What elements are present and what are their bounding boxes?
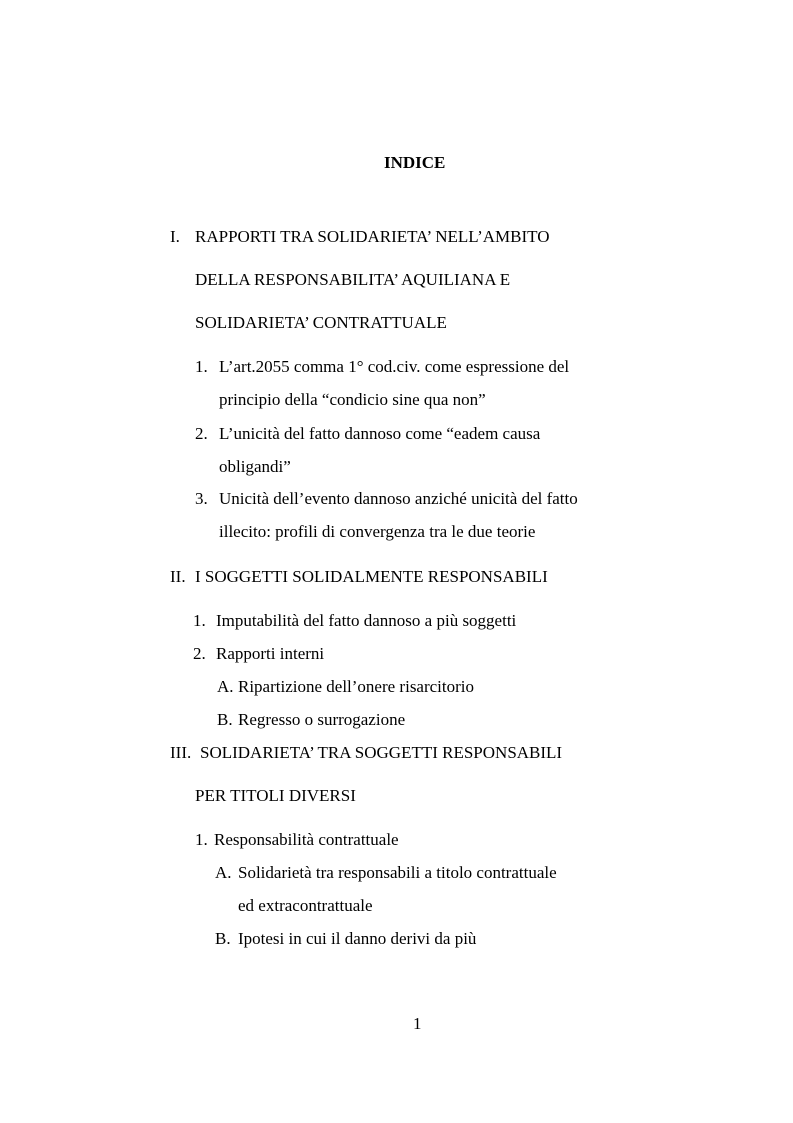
subitem-text: Regresso o surrogazione (238, 710, 406, 729)
item-line: Rapporti interni (216, 644, 325, 663)
item-line: Unicità dell’evento dannoso anziché unicità del fatto (219, 489, 578, 508)
section-heading-line: I SOGGETTI SOLIDALMENTE RESPONSABILI (195, 567, 548, 586)
subitem-text: Ripartizione dell’onere risarcitorio (238, 677, 475, 696)
item-number: 1. (195, 357, 208, 376)
subitem-continuation: ed extracontrattuale (238, 896, 373, 915)
subitem-letter: A. (217, 677, 234, 696)
item-line: L’unicità del fatto dannoso come “eadem causa (219, 424, 541, 443)
item-line: Responsabilità contrattuale (214, 830, 399, 849)
item-line: principio della “condicio sine qua non” (219, 390, 486, 409)
item-line: L’art.2055 comma 1° cod.civ. come espressione del (219, 357, 570, 376)
subitem-letter: B. (215, 929, 231, 948)
item-number: 1. (195, 830, 208, 849)
item-line: illecito: profili di convergenza tra le due teorie (219, 522, 536, 541)
section-heading-line: SOLIDARIETA’ CONTRATTUALE (195, 313, 447, 332)
subitem-text: Solidarietà tra responsabili a titolo contrattuale (238, 863, 557, 882)
item-line: Imputabilità del fatto dannoso a più soggetti (216, 611, 517, 630)
section-heading-line: RAPPORTI TRA SOLIDARIETA’ NELL’AMBITO (195, 227, 550, 246)
section-heading-line: SOLIDARIETA’ TRA SOGGETTI RESPONSABILI (200, 743, 563, 762)
item-number: 2. (195, 424, 208, 443)
subitem-letter: A. (215, 863, 232, 882)
section-numeral: II. (170, 567, 186, 586)
section-heading-line: DELLA RESPONSABILITA’ AQUILIANA E (195, 270, 511, 289)
item-number: 1. (193, 611, 206, 630)
page-number: 1 (413, 1014, 422, 1033)
section-heading-line: PER TITOLI DIVERSI (195, 786, 356, 805)
item-line: obligandi” (219, 457, 291, 476)
section-numeral: I. (170, 227, 180, 246)
item-number: 3. (195, 489, 208, 508)
page-title: INDICE (384, 153, 446, 172)
section-numeral: III. (170, 743, 192, 762)
item-number: 2. (193, 644, 206, 663)
subitem-text: Ipotesi in cui il danno derivi da più (238, 929, 477, 948)
subitem-letter: B. (217, 710, 233, 729)
